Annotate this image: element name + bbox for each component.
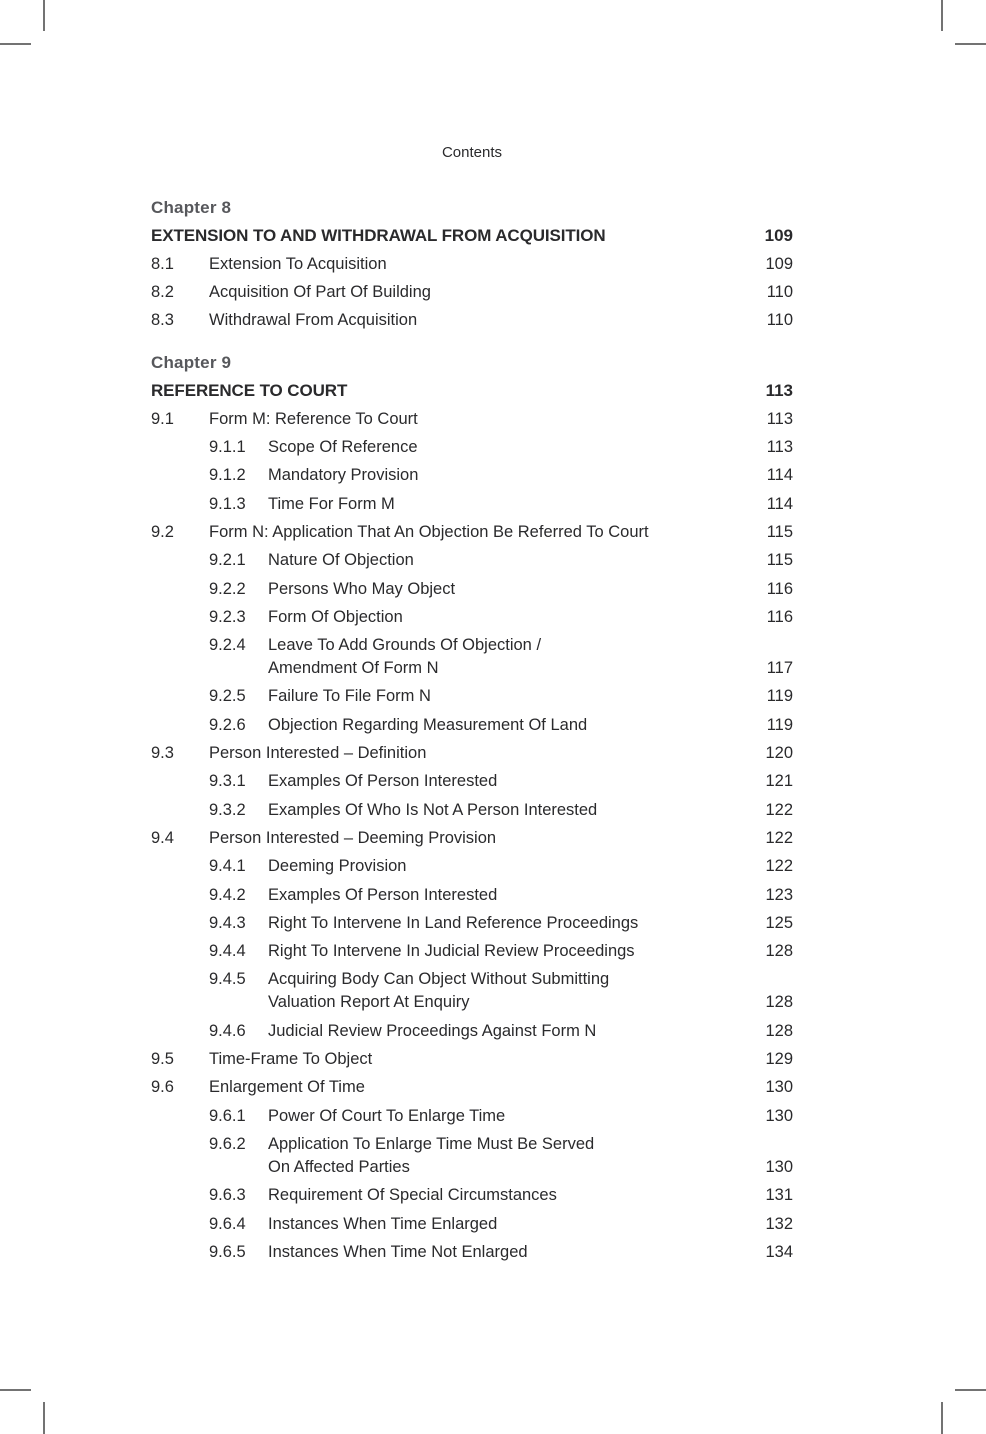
entry-number: 8.2 — [151, 282, 174, 301]
entry-title-line: Power Of Court To Enlarge Time — [268, 1106, 506, 1125]
entry-page-number: 113 — [766, 409, 793, 428]
toc-entry-row — [151, 968, 793, 1014]
chapter-page-number: 109 — [764, 226, 793, 246]
entry-title-line: Right To Intervene In Land Reference Proceedings — [268, 913, 639, 932]
entry-title — [268, 578, 759, 601]
crop-mark-top-left-horizontal — [0, 43, 31, 45]
entry-title-line: Acquiring Body Can Object Without Submitting — [268, 970, 610, 989]
toc-entry-row — [151, 309, 793, 332]
entry-title — [268, 549, 759, 572]
entry-page-number: 115 — [766, 551, 793, 570]
entry-title-line: Failure To File Form N — [268, 687, 431, 706]
entry-page-number: 125 — [765, 913, 793, 932]
toc-content — [151, 143, 793, 1269]
entry-title-line: Mandatory Provision — [268, 466, 419, 485]
entry-number: 9.4.4 — [209, 942, 246, 961]
entry-title — [268, 714, 759, 737]
chapter-label: Chapter 8 — [151, 198, 232, 217]
entry-page-number: 117 — [766, 659, 793, 678]
chapter-block — [151, 351, 793, 1264]
entry-number: 9.2.4 — [209, 636, 246, 655]
toc-entry-row — [151, 1048, 793, 1071]
entry-title-line: Instances When Time Enlarged — [268, 1214, 498, 1233]
entry-number: 9.1.2 — [209, 466, 246, 485]
entry-page-number: 116 — [766, 607, 793, 626]
entry-number: 9.6 — [151, 1078, 174, 1097]
toc-entry-row — [151, 884, 793, 907]
toc-entry-row — [151, 1105, 793, 1128]
entry-number: 8.1 — [151, 254, 174, 273]
toc-entry-row — [151, 1213, 793, 1236]
crop-mark-bottom-right-horizontal — [955, 1389, 986, 1391]
chapter-title: REFERENCE TO COURT — [151, 381, 348, 401]
entry-number: 9.2.3 — [209, 607, 246, 626]
entry-title — [268, 912, 759, 935]
entry-page-number: 113 — [766, 438, 793, 457]
crop-mark-bottom-left-vertical — [43, 1402, 45, 1434]
toc-entry-row — [151, 742, 793, 765]
entry-page-number: 128 — [765, 993, 793, 1012]
entry-title — [268, 1105, 759, 1128]
entry-number: 9.6.2 — [209, 1134, 246, 1153]
entry-number: 9.5 — [151, 1050, 174, 1069]
toc-entry-row — [151, 408, 793, 431]
entry-title — [268, 1213, 759, 1236]
entry-title-line: Requirement Of Special Circumstances — [268, 1186, 557, 1205]
entry-number: 9.2.1 — [209, 551, 246, 570]
entry-title — [268, 799, 759, 822]
toc-entry-row — [151, 549, 793, 572]
entry-page-number: 131 — [765, 1186, 793, 1205]
entry-number: 9.1.3 — [209, 494, 246, 513]
crop-mark-bottom-left-horizontal — [0, 1389, 31, 1391]
chapter-heading-row — [151, 224, 793, 247]
entry-title — [268, 464, 759, 487]
toc-entry-row — [151, 1076, 793, 1099]
entry-page-number: 119 — [766, 687, 793, 706]
toc-entry-row — [151, 1020, 793, 1043]
toc-entry-row — [151, 521, 793, 544]
entry-title — [209, 521, 759, 544]
entry-number: 9.3 — [151, 744, 174, 763]
entry-number: 9.4.3 — [209, 913, 246, 932]
entry-page-number: 122 — [765, 800, 793, 819]
toc-entry-row — [151, 281, 793, 304]
toc-entry-row — [151, 799, 793, 822]
toc-entry-row — [151, 714, 793, 737]
entry-title-line: Scope Of Reference — [268, 438, 418, 457]
entry-title — [268, 1133, 759, 1179]
entry-page-number: 119 — [766, 715, 793, 734]
entry-title-line: Instances When Time Not Enlarged — [268, 1242, 528, 1261]
entry-title — [268, 1241, 759, 1264]
entry-title — [268, 968, 759, 1014]
entry-number: 9.3.1 — [209, 772, 246, 791]
entry-title-line: Withdrawal From Acquisition — [209, 311, 418, 330]
entry-number: 9.1.1 — [209, 438, 246, 457]
toc-entry-row — [151, 855, 793, 878]
entry-title — [268, 685, 759, 708]
entry-page-number: 122 — [765, 857, 793, 876]
crop-mark-top-left-vertical — [43, 0, 45, 31]
entry-title-line: Persons Who May Object — [268, 579, 456, 598]
entry-title-line: Form M: Reference To Court — [209, 409, 418, 428]
entry-title-line: Leave To Add Grounds Of Objection / — [268, 636, 542, 655]
entry-title-line: Right To Intervene In Judicial Review Proceedings — [268, 942, 635, 961]
entry-page-number: 130 — [765, 1106, 793, 1125]
entry-title — [209, 1076, 759, 1099]
toc-entry-row — [151, 685, 793, 708]
chapter-entries — [151, 253, 793, 333]
entry-title-line: Application To Enlarge Time Must Be Served — [268, 1134, 595, 1153]
entry-page-number: 129 — [765, 1050, 793, 1069]
entry-number: 9.6.3 — [209, 1186, 246, 1205]
entry-title-line: Examples Of Person Interested — [268, 885, 498, 904]
chapter-entries — [151, 408, 793, 1264]
crop-mark-bottom-right-vertical — [941, 1402, 943, 1434]
entry-title — [268, 606, 759, 629]
entry-page-number: 128 — [765, 942, 793, 961]
entry-title-line: Acquisition Of Part Of Building — [209, 282, 431, 301]
entry-title — [268, 1020, 759, 1043]
entry-title — [268, 493, 759, 516]
entry-number: 8.3 — [151, 311, 174, 330]
entry-page-number: 130 — [765, 1078, 793, 1097]
entry-page-number: 110 — [766, 282, 793, 301]
entry-title-line: Form N: Application That An Objection Be Referred To Court — [209, 522, 649, 541]
chapter-heading-row — [151, 379, 793, 402]
crop-mark-top-right-horizontal — [955, 43, 986, 45]
entry-number: 9.4.5 — [209, 970, 246, 989]
toc-entry-row — [151, 1241, 793, 1264]
entry-title-line: Examples Of Who Is Not A Person Interested — [268, 800, 598, 819]
entry-number: 9.2.2 — [209, 579, 246, 598]
chapter-page-number: 113 — [765, 381, 793, 401]
entry-number: 9.4 — [151, 828, 174, 847]
chapter-block — [151, 196, 793, 332]
entry-number: 9.6.4 — [209, 1214, 246, 1233]
entry-title-line: Time For Form M — [268, 494, 395, 513]
entry-title-line: Judicial Review Proceedings Against Form N — [268, 1021, 597, 1040]
entry-title-line: Enlargement Of Time — [209, 1078, 365, 1097]
toc-entry-row — [151, 827, 793, 850]
entry-number: 9.2.6 — [209, 715, 246, 734]
entry-page-number: 122 — [765, 828, 793, 847]
toc-entry-row — [151, 606, 793, 629]
entry-title-line: Valuation Report At Enquiry — [268, 993, 470, 1012]
entry-title-line: Examples Of Person Interested — [268, 772, 498, 791]
entry-page-number: 121 — [765, 772, 793, 791]
entry-title-line: Time-Frame To Object — [209, 1050, 373, 1069]
toc-entry-row — [151, 578, 793, 601]
entry-number: 9.1 — [151, 409, 174, 428]
entry-page-number: 128 — [765, 1021, 793, 1040]
toc-entry-row — [151, 253, 793, 276]
entry-title-line: Nature Of Objection — [268, 551, 414, 570]
toc-entry-row — [151, 912, 793, 935]
toc — [151, 196, 793, 1264]
toc-entry-row — [151, 1133, 793, 1179]
entry-title-line: On Affected Parties — [268, 1157, 410, 1176]
entry-title-line: Deeming Provision — [268, 857, 407, 876]
entry-title-line: Person Interested – Definition — [209, 744, 427, 763]
entry-number: 9.6.1 — [209, 1106, 246, 1125]
entry-number: 9.2.5 — [209, 687, 246, 706]
entry-number: 9.4.6 — [209, 1021, 246, 1040]
entry-page-number: 120 — [765, 744, 793, 763]
entry-page-number: 114 — [766, 466, 793, 485]
entry-title-line: Extension To Acquisition — [209, 254, 387, 273]
toc-entry-row — [151, 634, 793, 680]
entry-title-line: Amendment Of Form N — [268, 659, 439, 678]
entry-title — [268, 884, 759, 907]
entry-title — [209, 253, 759, 276]
entry-title — [209, 1048, 759, 1071]
entry-title — [209, 408, 759, 431]
entry-page-number: 130 — [765, 1157, 793, 1176]
entry-page-number: 132 — [765, 1214, 793, 1233]
toc-entry-row — [151, 436, 793, 459]
entry-page-number: 116 — [766, 579, 793, 598]
chapter-title: EXTENSION TO AND WITHDRAWAL FROM ACQUISITION — [151, 226, 606, 246]
toc-entry-row — [151, 464, 793, 487]
crop-mark-top-right-vertical — [941, 0, 943, 31]
entry-title — [268, 1184, 759, 1207]
entry-title — [268, 436, 759, 459]
entry-title — [268, 940, 759, 963]
toc-entry-row — [151, 770, 793, 793]
entry-title — [209, 281, 759, 304]
entry-page-number: 115 — [766, 522, 793, 541]
entry-title-line: Person Interested – Deeming Provision — [209, 828, 497, 847]
entry-title — [209, 827, 759, 850]
toc-entry-row — [151, 493, 793, 516]
entry-number: 9.6.5 — [209, 1242, 246, 1261]
entry-number: 9.4.2 — [209, 885, 246, 904]
entry-title-line: Objection Regarding Measurement Of Land — [268, 715, 588, 734]
entry-page-number: 114 — [766, 494, 793, 513]
entry-title — [268, 634, 759, 680]
entry-number: 9.3.2 — [209, 800, 246, 819]
entry-page-number: 109 — [765, 254, 793, 273]
toc-entry-row — [151, 940, 793, 963]
entry-page-number: 110 — [766, 311, 793, 330]
entry-number: 9.4.1 — [209, 857, 246, 876]
entry-title — [268, 855, 759, 878]
entry-page-number: 134 — [765, 1242, 793, 1261]
page-header: Contents — [441, 144, 503, 161]
entry-title — [209, 309, 759, 332]
entry-page-number: 123 — [765, 885, 793, 904]
entry-title — [209, 742, 759, 765]
toc-entry-row — [151, 1184, 793, 1207]
entry-title-line: Form Of Objection — [268, 607, 403, 626]
chapter-label: Chapter 9 — [151, 353, 232, 373]
entry-number: 9.2 — [151, 522, 174, 541]
entry-title — [268, 770, 759, 793]
